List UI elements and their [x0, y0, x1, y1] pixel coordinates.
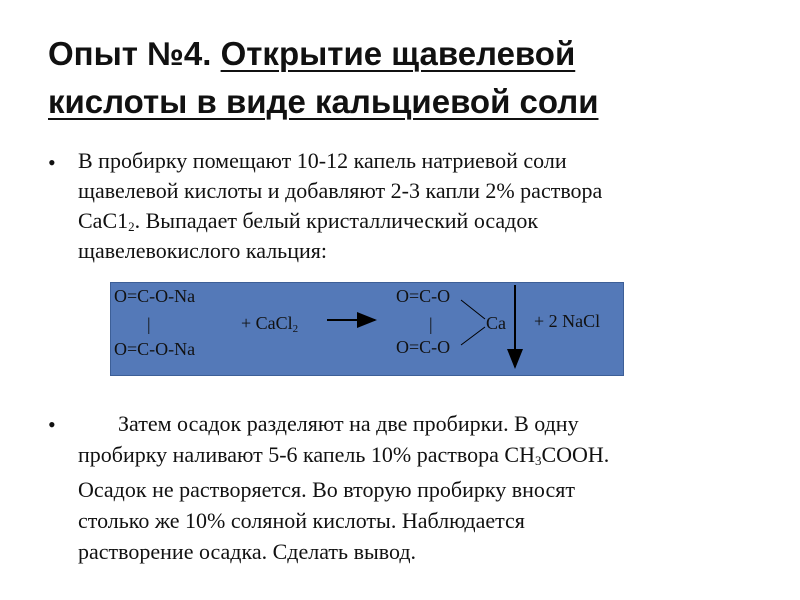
p2-line-5: растворение осадка. Сделать вывод.: [78, 539, 417, 564]
product-top: O=C-O: [396, 286, 451, 306]
paragraph-2: [78, 408, 758, 567]
reagent-formula: + CaCl: [241, 313, 293, 333]
p1-line-3-end: . Выпадает белый кристаллический осадок: [134, 208, 539, 233]
p2-line-2: [78, 439, 758, 470]
reactant-bond: |: [147, 314, 151, 334]
p2-line-2-start: пробирку наливают 5-6 капель 10% раствора СН: [78, 442, 535, 467]
product-bottom: O=C-O: [396, 337, 451, 357]
p1-line-3-sub: 2: [128, 219, 135, 234]
product-bond: |: [429, 314, 433, 334]
reagent: [241, 313, 298, 333]
slide-title: [48, 30, 768, 126]
reactant-bottom: O=C-O-Na: [114, 339, 196, 359]
title-underlined-1: Открытие щавелевой: [220, 35, 576, 72]
p2-line-2-end: СООН.: [541, 442, 610, 467]
reaction-equation-box: [110, 282, 624, 376]
bond-line-bottom: [461, 327, 485, 345]
reagent-sub: 2: [292, 323, 299, 335]
p2-line-1: Затем осадок разделяют на две пробирки. В одну: [118, 411, 579, 436]
p1-line-4: щавелевокислого кальция:: [78, 238, 327, 263]
reactant-top: O=C-O-Na: [114, 286, 196, 306]
title-prefix: Опыт №4.: [48, 35, 221, 72]
bullet-1: •: [48, 150, 56, 175]
bond-line-top: [461, 300, 485, 319]
p2-line-2-sub: 3: [534, 453, 542, 468]
byproduct: + 2 NaCl: [534, 311, 601, 331]
title-underlined-2: кислоты в виде кальциевой соли: [48, 83, 599, 120]
bullet-2: •: [48, 412, 56, 437]
product-metal: Ca: [486, 313, 506, 333]
title-line-2: [48, 78, 768, 126]
paragraph-1: [78, 146, 758, 266]
p2-line-3: Осадок не растворяется. Во вторую пробирку вносят: [78, 477, 575, 502]
p1-line-3-start: СаС1: [78, 208, 129, 233]
p2-line-4: столько же 10% соляной кислоты. Наблюдается: [78, 508, 525, 533]
title-line-1: [48, 30, 768, 78]
p1-line-1: В пробирку помещают 10-12 капель натриевой соли: [78, 148, 567, 173]
p1-line-2: щавелевой кислоты и добавляют 2-3 капли 2% раствора: [78, 178, 603, 203]
p1-line-3: [78, 206, 758, 236]
